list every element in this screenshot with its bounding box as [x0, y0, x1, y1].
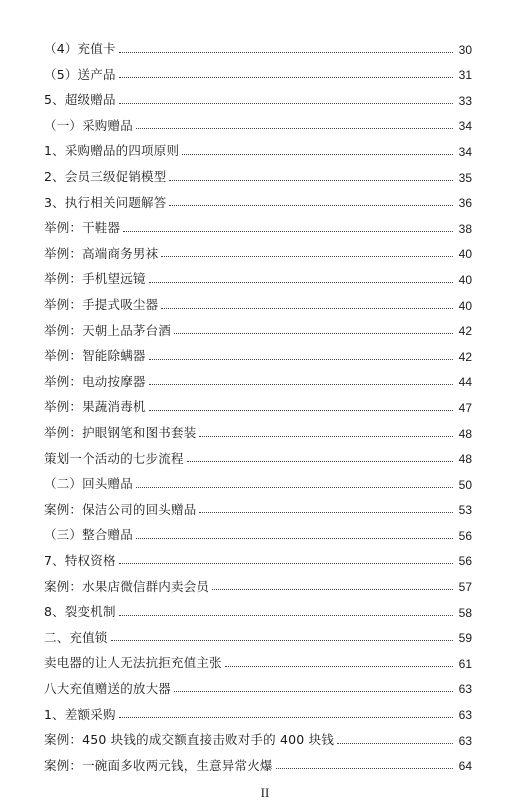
toc-entry-title: （三）整合赠品: [44, 527, 133, 543]
toc-entry[interactable]: [44, 567, 472, 593]
dot-leader: [169, 205, 453, 206]
toc-entry[interactable]: [44, 747, 472, 773]
toc-entry-page-number: 38: [458, 221, 472, 236]
toc-entry-title: 案例：一碗面多收两元钱，生意异常火爆: [44, 757, 273, 773]
toc-entry-page-number: 34: [458, 144, 472, 159]
dot-leader: [199, 512, 453, 513]
toc-entry-title: （二）回头赠品: [44, 476, 133, 492]
dot-leader: [149, 410, 453, 411]
toc-entry[interactable]: [44, 132, 472, 158]
toc-entry-page-number: 31: [458, 68, 472, 83]
dot-leader: [111, 640, 453, 641]
toc-entry[interactable]: [44, 644, 472, 670]
toc-entry-page-number: 63: [458, 708, 472, 723]
dot-leader: [149, 282, 453, 283]
toc-entry[interactable]: [44, 465, 472, 491]
dot-leader: [161, 308, 453, 309]
toc-entry-title: 举例：天朝上品茅台酒: [44, 322, 172, 338]
dot-leader: [225, 666, 453, 667]
toc-entry-page-number: 59: [458, 631, 472, 646]
dot-leader: [169, 180, 453, 181]
dot-leader: [187, 461, 453, 462]
toc-entry-page-number: 58: [458, 605, 472, 620]
toc-entry[interactable]: [44, 184, 472, 210]
toc-entry[interactable]: [44, 721, 472, 747]
toc-entry-title: 二、充值锁: [44, 629, 108, 645]
toc-entry[interactable]: [44, 312, 472, 338]
toc-entry-page-number: 56: [458, 528, 472, 543]
toc-entry[interactable]: [44, 670, 472, 696]
toc-entry-page-number: 40: [458, 247, 472, 262]
toc-entry-title: 举例：护眼钢笔和图书套装: [44, 425, 197, 440]
dot-leader: [149, 384, 453, 385]
toc-entry-title: 8、裂变机制: [44, 604, 116, 620]
toc-entry-page-number: 47: [458, 400, 472, 415]
toc-entry[interactable]: [44, 209, 472, 235]
toc-entry[interactable]: [44, 593, 472, 619]
dot-leader: [136, 487, 453, 488]
dot-leader: [119, 717, 453, 718]
toc-entry-title: 举例：手提式吸尘器: [44, 297, 159, 313]
dot-leader: [136, 128, 453, 129]
dot-leader: [149, 359, 453, 360]
toc-entry-page-number: 63: [458, 682, 472, 697]
toc-entry[interactable]: [44, 235, 472, 261]
dot-leader: [119, 52, 453, 53]
toc-entry[interactable]: [44, 491, 472, 517]
toc-entry-page-number: 33: [458, 93, 472, 108]
toc-entry-page-number: 35: [458, 170, 472, 185]
toc-entry[interactable]: [44, 695, 472, 721]
toc-entry[interactable]: [44, 542, 472, 568]
toc-entry-title: 3、执行相关问题解答: [44, 194, 167, 210]
dot-leader: [174, 333, 453, 334]
toc-entry-title: 举例：智能除螨器: [44, 348, 146, 364]
toc-entry-title: 举例：高端商务男袜: [44, 245, 159, 261]
dot-leader: [123, 231, 453, 232]
toc-entry-title: 策划一个活动的七步流程: [44, 450, 184, 466]
toc-entry-page-number: 30: [458, 42, 472, 57]
toc-entry-page-number: 44: [458, 375, 472, 390]
toc-entry-title: 案例：水果店微信群内卖会员: [44, 578, 210, 594]
dot-leader: [212, 589, 453, 590]
toc-entry-title: 7、特权资格: [44, 552, 116, 568]
toc-entry-title: （5）送产品: [44, 66, 116, 82]
toc-entry[interactable]: [44, 260, 472, 286]
toc-entry[interactable]: [44, 388, 472, 414]
toc-entry-title: 举例：果蔬消毒机: [44, 399, 146, 415]
toc-entry-page-number: 34: [458, 119, 472, 134]
toc-entry-page-number: 57: [458, 580, 472, 595]
toc-entry[interactable]: [44, 158, 472, 184]
toc-entry[interactable]: [44, 56, 472, 82]
toc-entry-title: （4）充值卡: [44, 41, 116, 57]
toc-entry[interactable]: [44, 363, 472, 389]
toc-entry[interactable]: [44, 30, 472, 56]
toc-entry-page-number: 64: [458, 759, 472, 774]
toc-entry-page-number: 36: [458, 196, 472, 211]
toc-entry-page-number: 48: [458, 452, 472, 467]
toc-entry[interactable]: [44, 81, 472, 107]
toc-entry-page-number: 61: [458, 656, 472, 671]
toc-entry-title: 卖电器的让人无法抗拒充值主张: [44, 655, 222, 671]
dot-leader: [174, 691, 453, 692]
toc-entry-title: 案例：保洁公司的回头赠品: [44, 501, 197, 517]
toc-entry[interactable]: [44, 107, 472, 133]
dot-leader: [136, 538, 453, 539]
dot-leader: [161, 256, 453, 257]
toc-entry-page-number: 48: [458, 426, 472, 441]
toc-entry-title: （一）采购赠品: [44, 117, 133, 133]
toc-entry-title: 1、差额采购: [44, 706, 116, 722]
toc-entry-page-number: 56: [458, 554, 472, 569]
dot-leader: [182, 154, 453, 155]
toc-entry-page-number: 40: [458, 298, 472, 313]
toc-entry-page-number: 40: [458, 272, 472, 287]
toc-entry-page-number: 42: [458, 349, 472, 364]
toc-entry-title: 举例：电动按摩器: [44, 373, 146, 389]
table-of-contents: [44, 30, 472, 772]
dot-leader: [119, 77, 453, 78]
dot-leader: [276, 768, 453, 769]
toc-entry[interactable]: [44, 516, 472, 542]
toc-entry-title: 5、超级赠品: [44, 92, 116, 108]
toc-entry[interactable]: [44, 337, 472, 363]
toc-entry[interactable]: [44, 440, 472, 466]
toc-entry-page-number: 63: [458, 733, 472, 748]
dot-leader: [337, 743, 453, 744]
dot-leader: [199, 436, 453, 437]
toc-entry-page-number: 50: [458, 477, 472, 492]
toc-entry-page-number: 42: [458, 324, 472, 339]
toc-entry-title: 1、采购赠品的四项原则: [44, 143, 180, 159]
toc-entry-title: 举例：干鞋器: [44, 220, 121, 236]
toc-entry-title: 2、会员三级促销模型: [44, 169, 167, 185]
dot-leader: [119, 563, 453, 564]
toc-entry-title: 八大充值赠送的放大器: [44, 680, 172, 696]
toc-entry[interactable]: [44, 414, 472, 440]
toc-entry-title: 案例：450 块钱的成交额直接击败对手的 400 块钱: [44, 732, 335, 748]
dot-leader: [119, 615, 453, 616]
toc-entry[interactable]: [44, 286, 472, 312]
toc-entry[interactable]: [44, 619, 472, 645]
page-number-footer: II: [260, 785, 270, 800]
toc-entry-page-number: 53: [458, 503, 472, 518]
dot-leader: [119, 103, 453, 104]
toc-entry-title: 举例：手机望远镜: [44, 271, 146, 287]
